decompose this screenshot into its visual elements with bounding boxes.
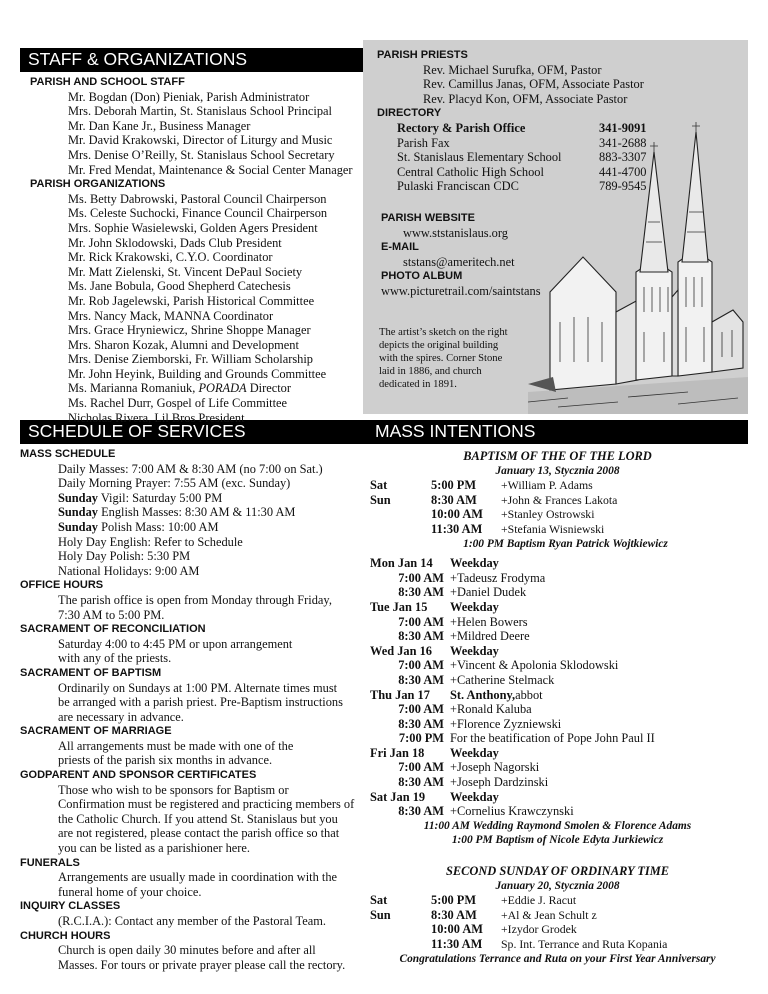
- weekend-day: [370, 522, 431, 537]
- porada-suffix: Director: [246, 381, 291, 396]
- email-link[interactable]: ststans@ameritech.net: [403, 254, 515, 269]
- reconciliation-line: Saturday 4:00 to 4:45 PM or upon arrangement: [58, 636, 293, 651]
- weekend-row: [370, 478, 745, 493]
- godparent-line: the Catholic Church. If you attend St. Stanislaus but you: [58, 811, 338, 826]
- priest-name: Rev. Placyd Kon, OFM, Associate Pastor: [423, 91, 628, 106]
- website-link[interactable]: www.ststanislaus.org: [403, 225, 508, 240]
- mass-schedule-lines: [20, 462, 365, 579]
- intentions-band-title: MASS INTENTIONS: [375, 421, 536, 441]
- weekday-right: St. Anthony,: [450, 687, 516, 702]
- weekend-intention: +Stanley Ostrowski: [501, 507, 595, 522]
- directory-phone: 883-3307: [599, 150, 647, 165]
- weekend-time: 11:30 AM: [431, 937, 483, 951]
- reconciliation-line: with any of the priests.: [58, 651, 172, 666]
- weekday-left: 8:30 AM: [398, 804, 444, 819]
- caption-line: dedicated in 1891.: [379, 379, 457, 390]
- staff-section: [30, 75, 360, 425]
- organizations-tail: [30, 396, 360, 425]
- baptism-lines: [20, 681, 365, 725]
- weekend-row: [370, 493, 745, 508]
- directory-phone: 341-2688: [599, 135, 647, 150]
- porada-prefix: Ms. Marianna Romaniuk,: [68, 381, 199, 396]
- weekend-day: [370, 507, 431, 522]
- weekend-row: [370, 922, 745, 937]
- office-line: 7:30 AM to 5:00 PM.: [58, 607, 165, 622]
- weekend-row: [370, 522, 745, 537]
- weekday-right: +Mildred Deere: [450, 629, 530, 644]
- weekday-right: Weekday: [450, 599, 499, 614]
- organization-member: Nicholas Rivera, Lil Bros President: [68, 410, 245, 425]
- weekend-day: Sun: [370, 492, 391, 507]
- organization-member: Ms. Jane Bobula, Good Shepherd Catechesis: [68, 279, 291, 294]
- caption-line: with the spires. Corner Stone: [379, 353, 503, 364]
- weekday-left: 8:30 AM: [398, 672, 444, 687]
- weekday-row: [370, 717, 745, 732]
- priest-list: [377, 63, 737, 107]
- weekday-right: +Tadeusz Frodyma: [450, 570, 546, 585]
- weekday-row: [370, 688, 745, 703]
- staff-band-title: STAFF & ORGANIZATIONS: [28, 49, 248, 69]
- weekday-right: +Ronald Kaluba: [450, 702, 532, 717]
- schedule-band-title: SCHEDULE OF SERVICES: [28, 421, 246, 441]
- staff-member: Mrs. Denise O’Reilly, St. Stanislaus School Secretary: [68, 147, 335, 162]
- church-hours-line: Masses. For tours or private prayer please call the rectory.: [58, 957, 346, 972]
- organization-member: Mrs. Nancy Mack, MANNA Coordinator: [68, 308, 274, 323]
- mass-schedule-line: [20, 535, 365, 550]
- godparent-lines: [20, 783, 365, 856]
- church-sketch-icon: [528, 122, 748, 414]
- mass-schedule-heading: MASS SCHEDULE: [20, 448, 116, 460]
- weekday-left: Wed Jan 16: [370, 643, 432, 658]
- baptism-heading: SACRAMENT OF BAPTISM: [20, 666, 162, 679]
- office-line: The parish office is open from Monday through Friday,: [58, 592, 332, 607]
- church-hours-heading: CHURCH HOURS: [20, 929, 111, 942]
- weekend-row: [370, 507, 745, 522]
- weekend-day: [370, 937, 431, 952]
- organization-member: Mr. John Sklodowski, Dads Club President: [68, 235, 282, 250]
- weekday-row: [370, 600, 745, 615]
- congrats-line: Congratulations Terrance and Ruta on your First Year Anniversary: [399, 952, 716, 965]
- weekend-day: Sat: [370, 893, 388, 908]
- weekend-time: 10:00 AM: [431, 507, 483, 522]
- weekday-row: [370, 585, 745, 600]
- organization-member: Mrs. Denise Ziemborski, Fr. William Scholarship: [68, 352, 313, 367]
- directory-phone: 789-9545: [599, 179, 647, 194]
- priests-heading: PARISH PRIESTS: [377, 49, 468, 61]
- weekend-intention: +Eddie J. Racut: [501, 893, 577, 908]
- weekday-left: 7:00 AM: [398, 614, 444, 629]
- baptism2-line: 1:00 PM Baptism of Nicole Edyta Jurkiewicz: [451, 834, 664, 847]
- godparent-line: Confirmation must be registered and practicing members of: [58, 797, 355, 812]
- church-hours-lines: [20, 943, 365, 972]
- weekday-right: +Vincent & Apolonia Sklodowski: [450, 658, 619, 673]
- weekday-left: 8:30 AM: [398, 585, 444, 600]
- directory-name: St. Stanislaus Elementary School: [397, 150, 562, 165]
- mass-time-text: Vigil: Saturday 5:00 PM: [97, 490, 223, 505]
- weekend-row: [370, 908, 745, 923]
- weekday-right: +Helen Bowers: [450, 614, 528, 629]
- staff-list: [30, 90, 360, 178]
- directory-name: Parish Fax: [397, 135, 450, 150]
- organization-member: Mrs. Sharon Kozak, Alumni and Development: [68, 337, 299, 352]
- weekday-row: [370, 731, 745, 746]
- caption-line: depicts the original building: [379, 340, 499, 351]
- weekday-right: +Florence Zyzniewski: [450, 716, 562, 731]
- staff-band: [20, 48, 363, 72]
- weekday-left: 8:30 AM: [398, 629, 444, 644]
- weekday-row: [370, 790, 745, 805]
- weekday-intentions: [370, 556, 745, 819]
- mass-time-text: National Holidays: 9:00 AM: [58, 563, 200, 578]
- marriage-heading: SACRAMENT OF MARRIAGE: [20, 725, 172, 738]
- funeral-line: funeral home of your choice.: [58, 884, 202, 899]
- weekend-time: 8:30 AM: [431, 907, 477, 922]
- mass-time-text: English Masses: 8:30 AM & 11:30 AM: [97, 505, 296, 520]
- weekday-row: [370, 702, 745, 717]
- weekday-row: [370, 673, 745, 688]
- church-hours-line: Church is open daily 30 minutes before and after all: [58, 943, 316, 958]
- mass-time-text: Daily Morning Prayer: 7:55 AM (exc. Sunday): [58, 476, 291, 491]
- wedding-line: 11:00 AM Wedding Raymond Smolen & Florence Adams: [423, 819, 692, 832]
- week2-title: SECOND SUNDAY OF ORDINARY TIME: [445, 864, 670, 879]
- porada-italic: PORADA: [198, 381, 247, 396]
- weekday-left: 7:00 AM: [398, 570, 444, 585]
- porada-line: [30, 381, 360, 396]
- week2-weekend: [370, 893, 745, 951]
- mass-day-label: Sunday: [58, 519, 98, 534]
- mass-schedule-line: [20, 520, 365, 535]
- weekday-right: For the beatification of Pope John Paul II: [450, 731, 655, 746]
- weekday-left: 8:30 AM: [398, 716, 444, 731]
- weekend-intention: +John & Frances Lakota: [501, 492, 618, 507]
- mass-time-text: Daily Masses: 7:00 AM & 8:30 AM (no 7:00 on Sat.): [58, 461, 323, 476]
- caption-line: The artist’s sketch on the right: [379, 327, 508, 338]
- weekend-time: 10:00 AM: [431, 922, 483, 937]
- organization-member: Ms. Rachel Durr, Gospel of Life Committee: [68, 396, 288, 411]
- weekday-row: [370, 760, 745, 775]
- office-hours-heading: OFFICE HOURS: [20, 579, 104, 592]
- mass-time-text: Holy Day English: Refer to Schedule: [58, 534, 243, 549]
- weekend-intention: +Al & Jean Schult z: [501, 907, 597, 922]
- weekday-right: +Joseph Nagorski: [450, 760, 540, 775]
- reconciliation-lines: [20, 637, 365, 666]
- marriage-line: priests of the parish six months in advance.: [58, 753, 273, 768]
- weekday-right: +Daniel Dudek: [450, 585, 527, 600]
- marriage-line: All arrangements must be made with one of the: [58, 738, 294, 753]
- staff-member: Mr. David Krakowski, Director of Liturgy and Music: [68, 133, 333, 148]
- funerals-heading: FUNERALS: [20, 856, 80, 869]
- mass-time-text: Holy Day Polish: 5:30 PM: [58, 549, 191, 564]
- marriage-lines: [20, 739, 365, 768]
- intentions-section: [370, 449, 745, 966]
- weekend-intention: +Stefania Wisniewski: [501, 521, 605, 536]
- staff-member: Mr. Fred Mendat, Maintenance & Social Center Manager: [68, 162, 353, 177]
- organization-member: Mr. Matt Zielenski, St. Vincent DePaul Society: [68, 264, 303, 279]
- week1-baptism: 1:00 PM Baptism Ryan Patrick Wojtkiewicz: [463, 537, 668, 550]
- mass-time-text: Polish Mass: 10:00 AM: [97, 519, 219, 534]
- mass-day-label: Sunday: [58, 490, 98, 505]
- directory-name: Central Catholic High School: [397, 164, 544, 179]
- funeral-line: Arrangements are usually made in coordination with the: [58, 870, 338, 885]
- weekday-right-suffix: abbot: [515, 687, 543, 702]
- week1-weekend: [370, 478, 745, 536]
- directory-name: Pulaski Franciscan CDC: [397, 179, 519, 194]
- weekday-right: +Cornelius Krawczynski: [450, 804, 574, 819]
- weekday-left: 7:00 AM: [398, 658, 444, 673]
- weekday-left: 7:00 AM: [398, 702, 444, 717]
- directory-heading: DIRECTORY: [377, 107, 442, 120]
- parish-school-staff-heading: PARISH AND SCHOOL STAFF: [30, 76, 185, 88]
- weekday-left: 7:00 PM: [398, 731, 444, 746]
- weekend-day: Sat: [370, 478, 388, 493]
- weekday-left: Fri Jan 18: [370, 745, 425, 760]
- weekend-intention: Sp. Int. Terrance and Ruta Kopania: [501, 937, 668, 951]
- weekend-intention: +William P. Adams: [501, 478, 593, 493]
- directory-phone: 441-4700: [599, 164, 647, 179]
- organization-member: Mrs. Sophie Wasielewski, Golden Agers President: [68, 220, 318, 235]
- weekday-right: Weekday: [450, 556, 499, 571]
- week2-date: January 20, Stycznia 2008: [495, 879, 620, 892]
- baptism-line: are necessary in advance.: [58, 709, 184, 724]
- office-hours-lines: [20, 593, 365, 622]
- week1-date: January 13, Stycznia 2008: [495, 464, 620, 477]
- mass-schedule-line: [20, 491, 365, 506]
- organization-member: Mr. John Heyink, Building and Grounds Committee: [68, 366, 327, 381]
- godparent-heading: GODPARENT AND SPONSOR CERTIFICATES: [20, 769, 257, 782]
- mass-day-label: Sunday: [58, 505, 98, 520]
- weekend-time: 11:30 AM: [431, 521, 483, 536]
- godparent-line: are not registered, please contact the parish office so that: [58, 826, 340, 841]
- weekday-left: Sat Jan 19: [370, 789, 426, 804]
- weekday-right: Weekday: [450, 643, 499, 658]
- directory-name: Rectory & Parish Office: [397, 120, 526, 135]
- weekend-time: 5:00 PM: [431, 478, 477, 493]
- baptism-line: be arranged with a parish priest. Pre-Baptism instructions: [58, 695, 343, 710]
- weekend-day: [370, 922, 431, 937]
- mass-schedule-line: [20, 564, 365, 579]
- priest-name: Rev. Michael Surufka, OFM, Pastor: [423, 62, 602, 77]
- caption-line: laid in 1886, and church: [379, 366, 482, 377]
- weekday-left: Mon Jan 14: [370, 556, 433, 571]
- organization-member: Mr. Rob Jagelewski, Parish Historical Committee: [68, 293, 315, 308]
- godparent-line: you can be listed as a parishioner here.: [58, 841, 250, 856]
- weekday-left: Tue Jan 15: [370, 599, 428, 614]
- priest-name: Rev. Camillus Janas, OFM, Associate Pastor: [423, 77, 644, 92]
- weekend-time: 5:00 PM: [431, 893, 477, 908]
- mass-schedule-line: [20, 505, 365, 520]
- weekday-row: [370, 658, 745, 673]
- weekday-right: Weekday: [450, 789, 499, 804]
- weekday-left: 8:30 AM: [398, 775, 444, 790]
- weekday-right: +Catherine Stelmack: [450, 672, 555, 687]
- schedule-section: [20, 447, 365, 972]
- email-heading: E-MAIL: [381, 241, 419, 254]
- directory-phone: 341-9091: [599, 120, 647, 135]
- intentions-band: [363, 420, 748, 444]
- weekday-row: [370, 746, 745, 761]
- weekday-row: [370, 556, 745, 571]
- weekday-row: [370, 615, 745, 630]
- weekend-time: 8:30 AM: [431, 492, 477, 507]
- week1-title: BAPTISM OF THE OF THE LORD: [463, 449, 652, 463]
- weekday-left: 7:00 AM: [398, 760, 444, 775]
- organization-member: Ms. Celeste Suchocki, Finance Council Chairperson: [68, 206, 328, 221]
- mass-schedule-line: [20, 462, 365, 477]
- staff-member: Mr. Dan Kane Jr., Business Manager: [68, 118, 251, 133]
- weekday-row: [370, 804, 745, 819]
- organization-member: Mrs. Grace Hryniewicz, Shrine Shoppe Manager: [68, 323, 311, 338]
- organizations-list: [30, 192, 360, 382]
- godparent-line: Those who wish to be sponsors for Baptism or: [58, 782, 289, 797]
- weekday-right: +Joseph Dardzinski: [450, 775, 549, 790]
- album-heading: PHOTO ALBUM: [381, 270, 463, 283]
- weekday-right: Weekday: [450, 745, 499, 760]
- organizations-heading: PARISH ORGANIZATIONS: [30, 178, 166, 191]
- weekday-row: [370, 644, 745, 659]
- weekend-day: Sun: [370, 907, 391, 922]
- mass-schedule-line: [20, 549, 365, 564]
- weekend-row: [370, 893, 745, 908]
- website-heading: PARISH WEBSITE: [381, 212, 475, 224]
- staff-member: Mr. Bogdan (Don) Pieniak, Parish Administrator: [68, 89, 310, 104]
- weekend-intention: +Izydor Grodek: [501, 922, 577, 937]
- inquiry-line: (R.C.I.A.): Contact any member of the Pastoral Team.: [58, 914, 326, 928]
- weekend-row: [370, 937, 745, 952]
- album-link[interactable]: www.picturetrail.com/saintstans: [381, 283, 541, 298]
- weekday-row: [370, 629, 745, 644]
- funerals-lines: [20, 870, 365, 899]
- inquiry-lines: [20, 914, 365, 929]
- weekday-row: [370, 775, 745, 790]
- organization-member: Mr. Rick Krakowski, C.Y.O. Coordinator: [68, 250, 273, 265]
- reconciliation-heading: SACRAMENT OF RECONCILIATION: [20, 623, 206, 636]
- staff-member: Mrs. Deborah Martin, St. Stanislaus School Principal: [68, 104, 332, 119]
- weekday-left: Thu Jan 17: [370, 687, 430, 702]
- inquiry-heading: INQUIRY CLASSES: [20, 900, 121, 913]
- baptism-line: Ordinarily on Sundays at 1:00 PM. Alternate times must: [58, 680, 338, 695]
- organization-member: Ms. Betty Dabrowski, Pastoral Council Chairperson: [68, 191, 327, 206]
- mass-schedule-line: [20, 476, 365, 491]
- weekday-row: [370, 571, 745, 586]
